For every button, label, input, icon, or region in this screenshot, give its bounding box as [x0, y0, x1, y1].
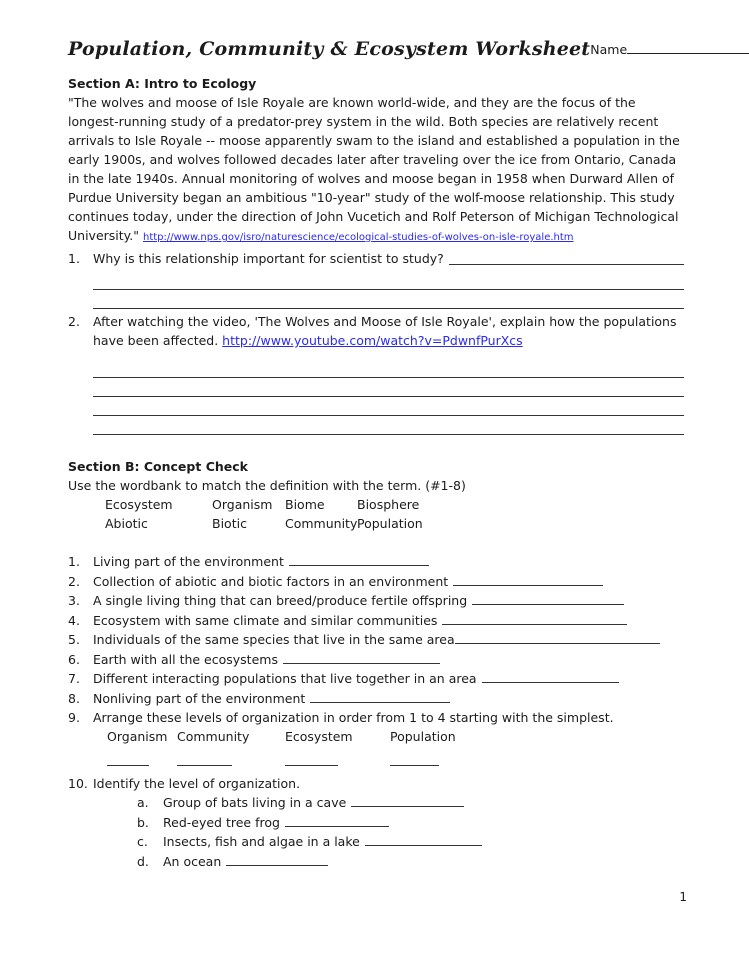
- item-answer-blank: [453, 573, 603, 586]
- order-blank: [285, 753, 338, 766]
- wordbank-term: Ecosystem: [105, 497, 173, 512]
- page-number: 1: [679, 890, 687, 904]
- item-number: 5.: [68, 632, 80, 647]
- item-text: Different interacting populations that live together in an area: [93, 671, 477, 686]
- subitem-answer-blank: [226, 853, 328, 866]
- item-text: A single living thing that can breed/produce fertile offspring: [93, 593, 468, 608]
- question-2-text: After watching the video, 'The Wolves and Moose of Isle Royale', explain how the populations have been affected.: [93, 314, 677, 348]
- answer-line: [93, 378, 684, 397]
- question-1-number: 1.: [68, 251, 80, 266]
- item-text: Individuals of the same species that live in the same area: [93, 632, 455, 647]
- intro-text: "The wolves and moose of Isle Royale are known world-wide, and they are the focus of the longest-running study of a predator-prey system in the wild. Both species are relatively recent arrivals to Isle Royale -- moose apparently swam to the island and established a population in the early 1900s, and wolves followed decades later after traveling over the ice from Ontario, Canada in the late 1940s. Annual monitoring of wolves and moose began in 1958 when Durward Allen of Purdue University began an ambitious "10-year" study of the wolf-moose relationship. This study continues today, under the direction of John Vucetich and Rolf Peterson of Michigan Technological University.": [68, 95, 680, 243]
- question-2-number: 2.: [68, 314, 80, 329]
- subitem-answer-blank: [365, 833, 482, 846]
- wordbank: [68, 495, 684, 533]
- question-9-text: Arrange these levels of organization in order from 1 to 4 starting with the simplest.: [93, 710, 614, 725]
- subitem-letter: b.: [137, 814, 149, 830]
- concept-item: [68, 630, 684, 650]
- item-text: Collection of abiotic and biotic factors in an environment: [93, 573, 449, 589]
- item-answer-blank: [310, 690, 450, 703]
- name-label: Name: [590, 42, 628, 57]
- order-blank: [177, 753, 232, 766]
- item-answer-blank: [482, 670, 619, 683]
- order-term: Ecosystem: [285, 729, 353, 744]
- item-number: 6.: [68, 651, 80, 667]
- order-blank: [390, 753, 439, 766]
- wordbank-term: Biome: [285, 497, 325, 512]
- wordbank-term: Population: [357, 516, 423, 531]
- item-number: 4.: [68, 612, 80, 628]
- order-term: Population: [390, 729, 456, 744]
- order-term: Organism: [107, 729, 168, 744]
- question-10: [68, 774, 684, 793]
- question-10-text: Identify the level of organization.: [93, 776, 301, 791]
- question-10-subitems: [68, 793, 684, 871]
- item-number: 3.: [68, 593, 80, 608]
- question-9-blanks: [68, 752, 684, 770]
- item-number: 7.: [68, 671, 80, 686]
- item-text: Nonliving part of the environment: [93, 690, 306, 706]
- subitem: [68, 852, 684, 872]
- subitem-letter: a.: [137, 795, 149, 810]
- item-text: Ecosystem with same climate and similar communities: [93, 612, 438, 628]
- concept-item: [68, 669, 684, 689]
- concept-check-list: [68, 552, 684, 708]
- youtube-link[interactable]: http://www.youtube.com/watch?v=PdwnfPurXcs: [222, 333, 523, 348]
- order-term: Community: [177, 729, 250, 744]
- subitem: [68, 832, 684, 852]
- subitem-letter: c.: [137, 834, 148, 849]
- intro-paragraph: [68, 93, 684, 247]
- question-10-number: 10.: [68, 776, 88, 791]
- name-field: [590, 40, 749, 59]
- wordbank-term: Abiotic: [105, 516, 148, 531]
- concept-item: [68, 650, 684, 670]
- concept-item: [68, 572, 684, 592]
- question-1: [68, 249, 684, 268]
- wordbank-term: Biosphere: [357, 497, 420, 512]
- question-9-terms: [68, 727, 684, 746]
- answer-line: [93, 397, 684, 416]
- answer-line: [93, 268, 684, 290]
- item-text: Living part of the environment: [93, 554, 284, 569]
- question-1-answer-lines: [93, 268, 684, 309]
- subitem-text: Red-eyed tree frog: [163, 814, 280, 830]
- page-title: Population, Community & Ecosystem Worksheet: [68, 38, 591, 60]
- concept-item: [68, 611, 684, 631]
- question-9-number: 9.: [68, 710, 80, 725]
- item-text: Earth with all the ecosystems: [93, 651, 278, 667]
- order-blank: [107, 753, 149, 766]
- question-1-answer-blank: [449, 251, 684, 265]
- subitem: [68, 813, 684, 833]
- question-1-text: Why is this relationship important for scientist to study?: [93, 251, 444, 266]
- concept-item: [68, 689, 684, 709]
- item-answer-blank: [472, 592, 624, 605]
- section-a-heading: Section A: Intro to Ecology: [68, 76, 257, 91]
- concept-item: [68, 591, 684, 611]
- answer-line: [93, 416, 684, 435]
- question-9: [68, 708, 684, 727]
- question-2-answer-lines: [93, 359, 684, 435]
- section-b-heading: Section B: Concept Check: [68, 459, 248, 474]
- item-answer-blank: [455, 631, 660, 644]
- subitem-answer-blank: [351, 794, 464, 807]
- subitem-answer-blank: [285, 814, 389, 827]
- nps-source-link[interactable]: http://www.nps.gov/isro/naturescience/ecological-studies-of-wolves-on-isle-royale.htm: [142, 232, 574, 243]
- wordbank-row: [68, 495, 684, 514]
- question-2: [68, 312, 684, 350]
- answer-line: [93, 359, 684, 378]
- subitem-text: Insects, fish and algae in a lake: [163, 834, 360, 849]
- item-number: 2.: [68, 573, 80, 589]
- name-blank: [627, 41, 749, 54]
- item-number: 1.: [68, 554, 80, 569]
- subitem-text: Group of bats living in a cave: [163, 795, 347, 810]
- item-answer-blank: [289, 553, 429, 566]
- wordbank-term: Biotic: [212, 516, 247, 531]
- section-b-instruction: Use the wordbank to match the definition with the term. (#1-8): [68, 478, 466, 493]
- question-2-body: [93, 312, 684, 350]
- wordbank-row: [68, 514, 684, 533]
- wordbank-term: Community: [285, 516, 358, 531]
- item-answer-blank: [442, 612, 627, 625]
- item-number: 8.: [68, 690, 80, 706]
- wordbank-term: Organism: [212, 497, 273, 512]
- subitem-text: An ocean: [163, 853, 222, 869]
- header: [68, 40, 684, 59]
- item-answer-blank: [283, 651, 440, 664]
- subitem-letter: d.: [137, 853, 149, 869]
- subitem: [68, 793, 684, 813]
- concept-item: [68, 552, 684, 572]
- answer-line: [93, 290, 684, 309]
